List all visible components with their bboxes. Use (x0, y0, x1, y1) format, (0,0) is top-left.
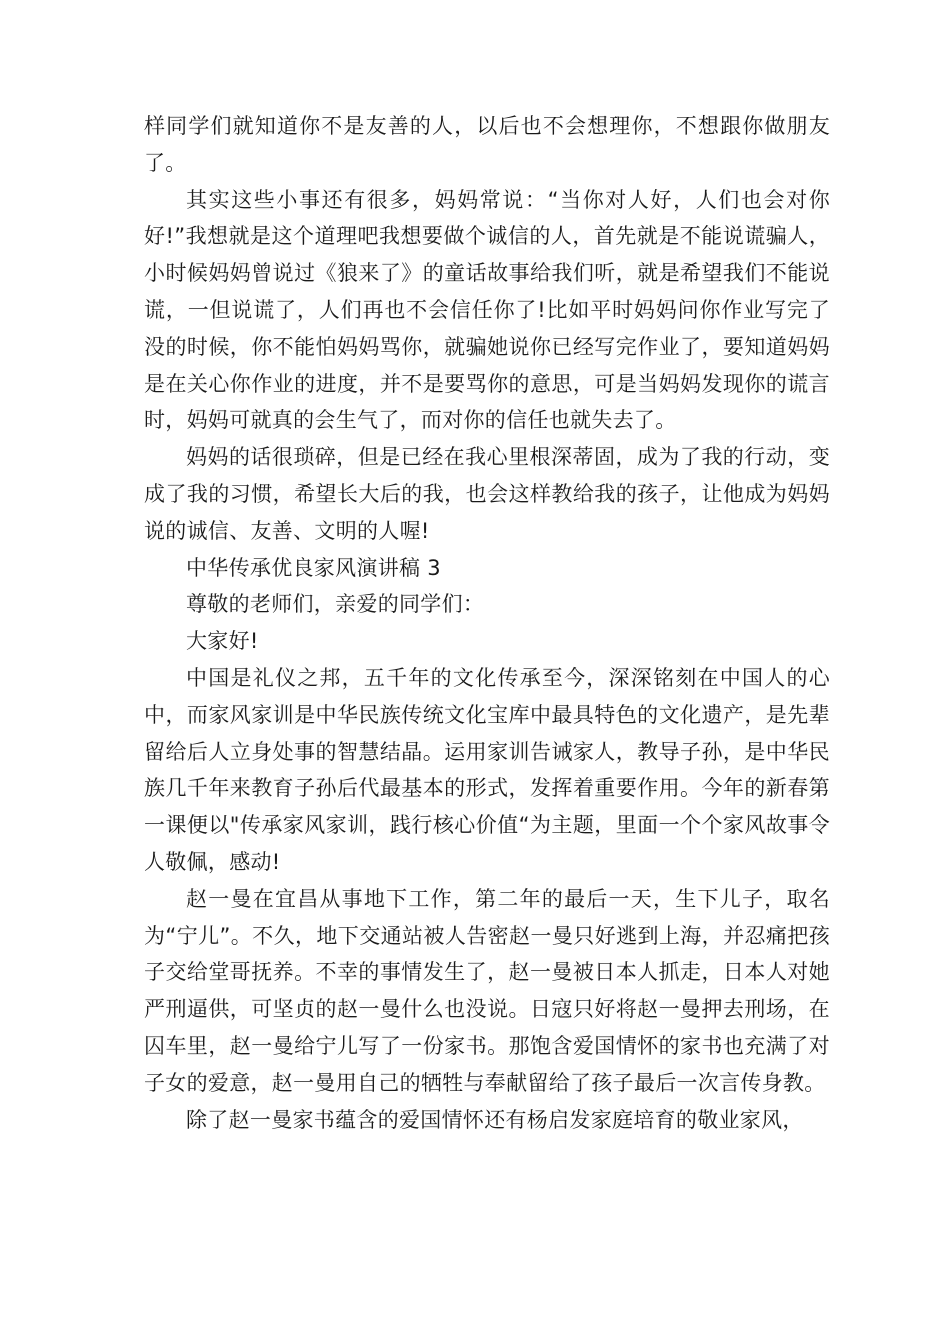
paragraph-2: 其实这些小事还有很多，妈妈常说：“当你对人好，人们也会对你好!”我想就是这个道理吧我想要做个诚信的人，首先就是不能说谎骗人，小时候妈妈曾说过《狼来了》的童话故事给我们听，就是希望我们不能说谎，一但说谎了，人们再也不会信任你了!比如平时妈妈问你作业写完了没的时候，你不能怕妈妈骂你，就骗她说你已经写完作业了，要知道妈妈是在关心你作业的进度，并不是要骂你的意思，可是当妈妈发现你的谎言时，妈妈可就真的会生气了，而对你的信任也就失去了。 (144, 187, 830, 433)
greeting: 大家好! (186, 629, 259, 654)
paragraph-7: 中国是礼仪之邦，五千年的文化传承至今，深深铭刻在中国人的心中，而家风家训是中华民族传统文化宝库中最具特色的文化遗产，是先辈留给后人立身处事的智慧结晶。运用家训告诫家人，教导子孙，是中华民族几千年来教育子孙后代最基本的形式，发挥着重要作用。今年的新春第一课便以"传承家风家训，践行核心价值“为主题，里面一个个家风故事令人敬佩，感动! (144, 665, 830, 874)
paragraph-1: 样同学们就知道你不是友善的人，以后也不会想理你，不想跟你做朋友了。 (144, 114, 830, 175)
salutation: 尊敬的老师们，亲爱的同学们： (186, 592, 485, 617)
document-body (144, 108, 830, 1138)
section-heading: 中华传承优良家风演讲稿 3 (186, 555, 441, 580)
paragraph-9: 除了赵一曼家书蕴含的爱国情怀还有杨启发家庭培育的敬业家风， (186, 1107, 804, 1132)
paragraph-8: 赵一曼在宜昌从事地下工作，第二年的最后一天，生下儿子，取名为“宁儿”。不久，地下交通站被人告密赵一曼只好逃到上海，并忍痛把孩子交给堂哥抚养。不幸的事情发生了，赵一曼被日本人抓走，日本人对她严刑逼供，可坚贞的赵一曼什么也没说。日寇只好将赵一曼押去刑场，在囚车里，赵一曼给宁儿写了一份家书。那饱含爱国情怀的家书也充满了对子女的爱意，赵一曼用自己的牺牲与奉献留给了孩子最后一次言传身教。 (144, 886, 830, 1095)
paragraph-3: 妈妈的话很琐碎，但是已经在我心里根深蒂固，成为了我的行动，变成了我的习惯，希望长大后的我，也会这样教给我的孩子，让他成为妈妈说的诚信、友善、文明的人喔! (144, 445, 830, 543)
